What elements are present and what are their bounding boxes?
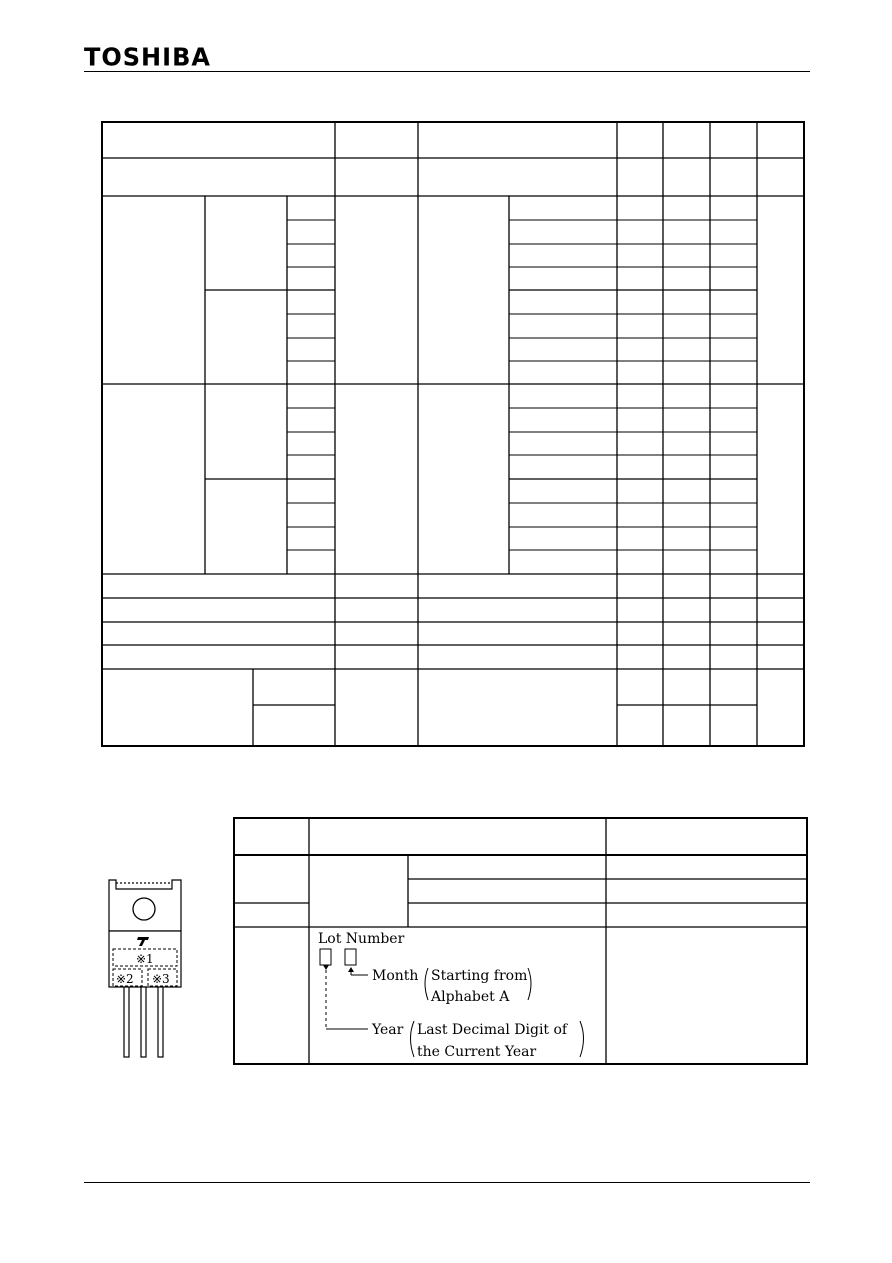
mark-line-2-right: ※3	[152, 972, 170, 986]
month-note-line-2: Alphabet A	[431, 989, 510, 1005]
lot-number-label: Lot Number	[318, 931, 405, 947]
year-note-line-2: the Current Year	[417, 1044, 537, 1060]
brand-logo: TOSHIBA	[84, 42, 211, 72]
footer-rule	[84, 1182, 810, 1183]
mark-line-1: ※1	[136, 952, 154, 966]
mounting-hole-icon	[133, 898, 155, 920]
month-note-line-1: Starting from	[431, 968, 528, 984]
year-note-line-1: Last Decimal Digit of	[417, 1022, 568, 1038]
month-label: Month	[372, 968, 419, 984]
mark-line-2-left: ※2	[116, 972, 134, 986]
year-label: Year	[372, 1022, 404, 1038]
